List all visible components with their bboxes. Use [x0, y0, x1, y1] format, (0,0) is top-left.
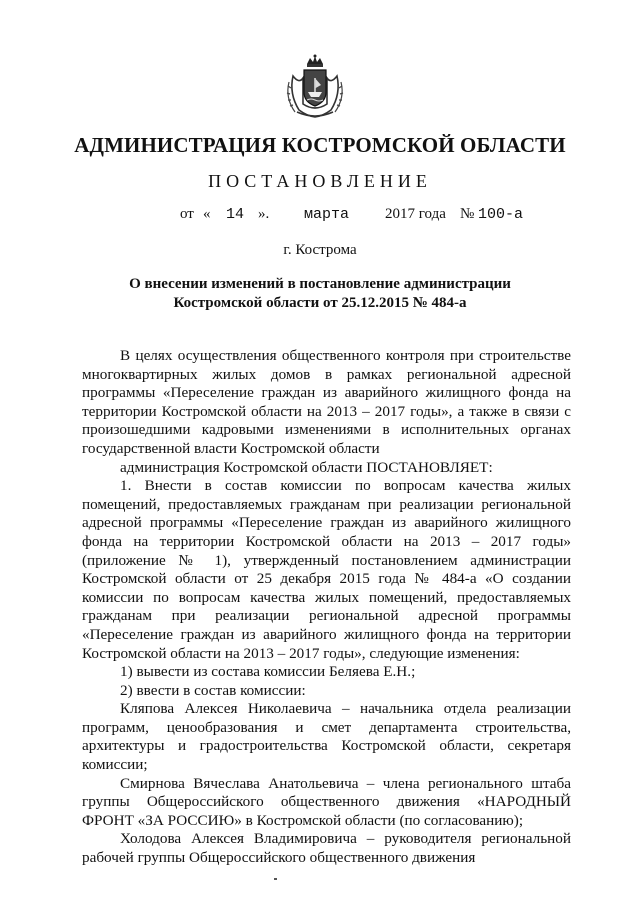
paragraph-member-smirnov: Смирнова Вячеслава Анатольевича – члена регионального штаба группы Общероссийского общественного движения «НАРОДНЫЙ ФРОНТ «ЗА РОССИЮ» в Костромской области (по согласованию); [82, 774, 571, 829]
date-quote-open: « [203, 206, 211, 222]
paragraph-member-klyapov: Кляпова Алексея Николаевича – начальника отдела реализации программ, ценообразования и смет департамента строительства, архитектуры и градостроительства Костромской области, секретаря комиссии; [82, 700, 571, 774]
organization-title: АДМИНИСТРАЦИЯ КОСТРОМСКОЙ ОБЛАСТИ [74, 133, 566, 157]
kostroma-coat-of-arms-icon [283, 54, 347, 120]
date-number-line [0, 206, 640, 228]
date-quote-close: ». [258, 206, 270, 222]
heading-line-1: О внесении изменений в постановление администрации [129, 276, 511, 292]
document-type: ПОСТАНОВЛЕНИЕ [208, 171, 432, 191]
paragraph-item-1: 1. Внести в состав комиссии по вопросам качества жилых помещений, предоставляемых гражданам при реализации региональной адресной программы «Переселение граждан из аварийного жилищного фонда на территории Костромской области на 2013 – 2017 годы» (приложение № 1), утвержденный постановлением администрации Костромской области от 25 декабря 2015 года № 484-а «О создании комиссии по вопросам качества жилых помещений, предоставляемых гражданам при реализации региональной адресной программы «Переселение граждан из аварийного жилищного фонда на территории Костромской области на 2013 – 2017 годы», следующие изменения: [82, 477, 571, 662]
paragraph-preamble: В целях осуществления общественного контроля при строительстве многоквартирных жилых домов в рамках региональной адресной программы «Переселение граждан из аварийного жилищного фонда на территории Костромской области на 2013 – 2017 годы», а также в связи с произошедшими кадровыми изменениями в исполнительных органах государственной власти Костромской области [82, 347, 571, 457]
document-heading [60, 275, 580, 313]
paragraph-subitem-2: 2) ввести в состав комиссии: [120, 681, 306, 699]
date-year: 2017 года [385, 206, 446, 222]
number-sign: № [460, 206, 475, 222]
date-day: 14 [226, 206, 245, 223]
paragraph-subitem-1: 1) вывести из состава комиссии Беляева Е.Н.; [120, 663, 416, 681]
paragraph-member-kholodov: Холодова Алексея Владимировича – руководителя региональной рабочей группы Общероссийского общественного движения [82, 830, 571, 867]
city: г. Кострома [283, 242, 357, 258]
document-body [82, 347, 571, 868]
date-month: марта [304, 206, 350, 223]
document-number: 100-а [478, 206, 524, 223]
paragraph-resolves: администрация Костромской области ПОСТАНОВЛЯЕТ: [120, 458, 493, 476]
date-prefix: от [180, 206, 194, 222]
scan-mark [274, 878, 277, 880]
heading-line-2: Костромской области от 25.12.2015 № 484-а [173, 295, 467, 311]
